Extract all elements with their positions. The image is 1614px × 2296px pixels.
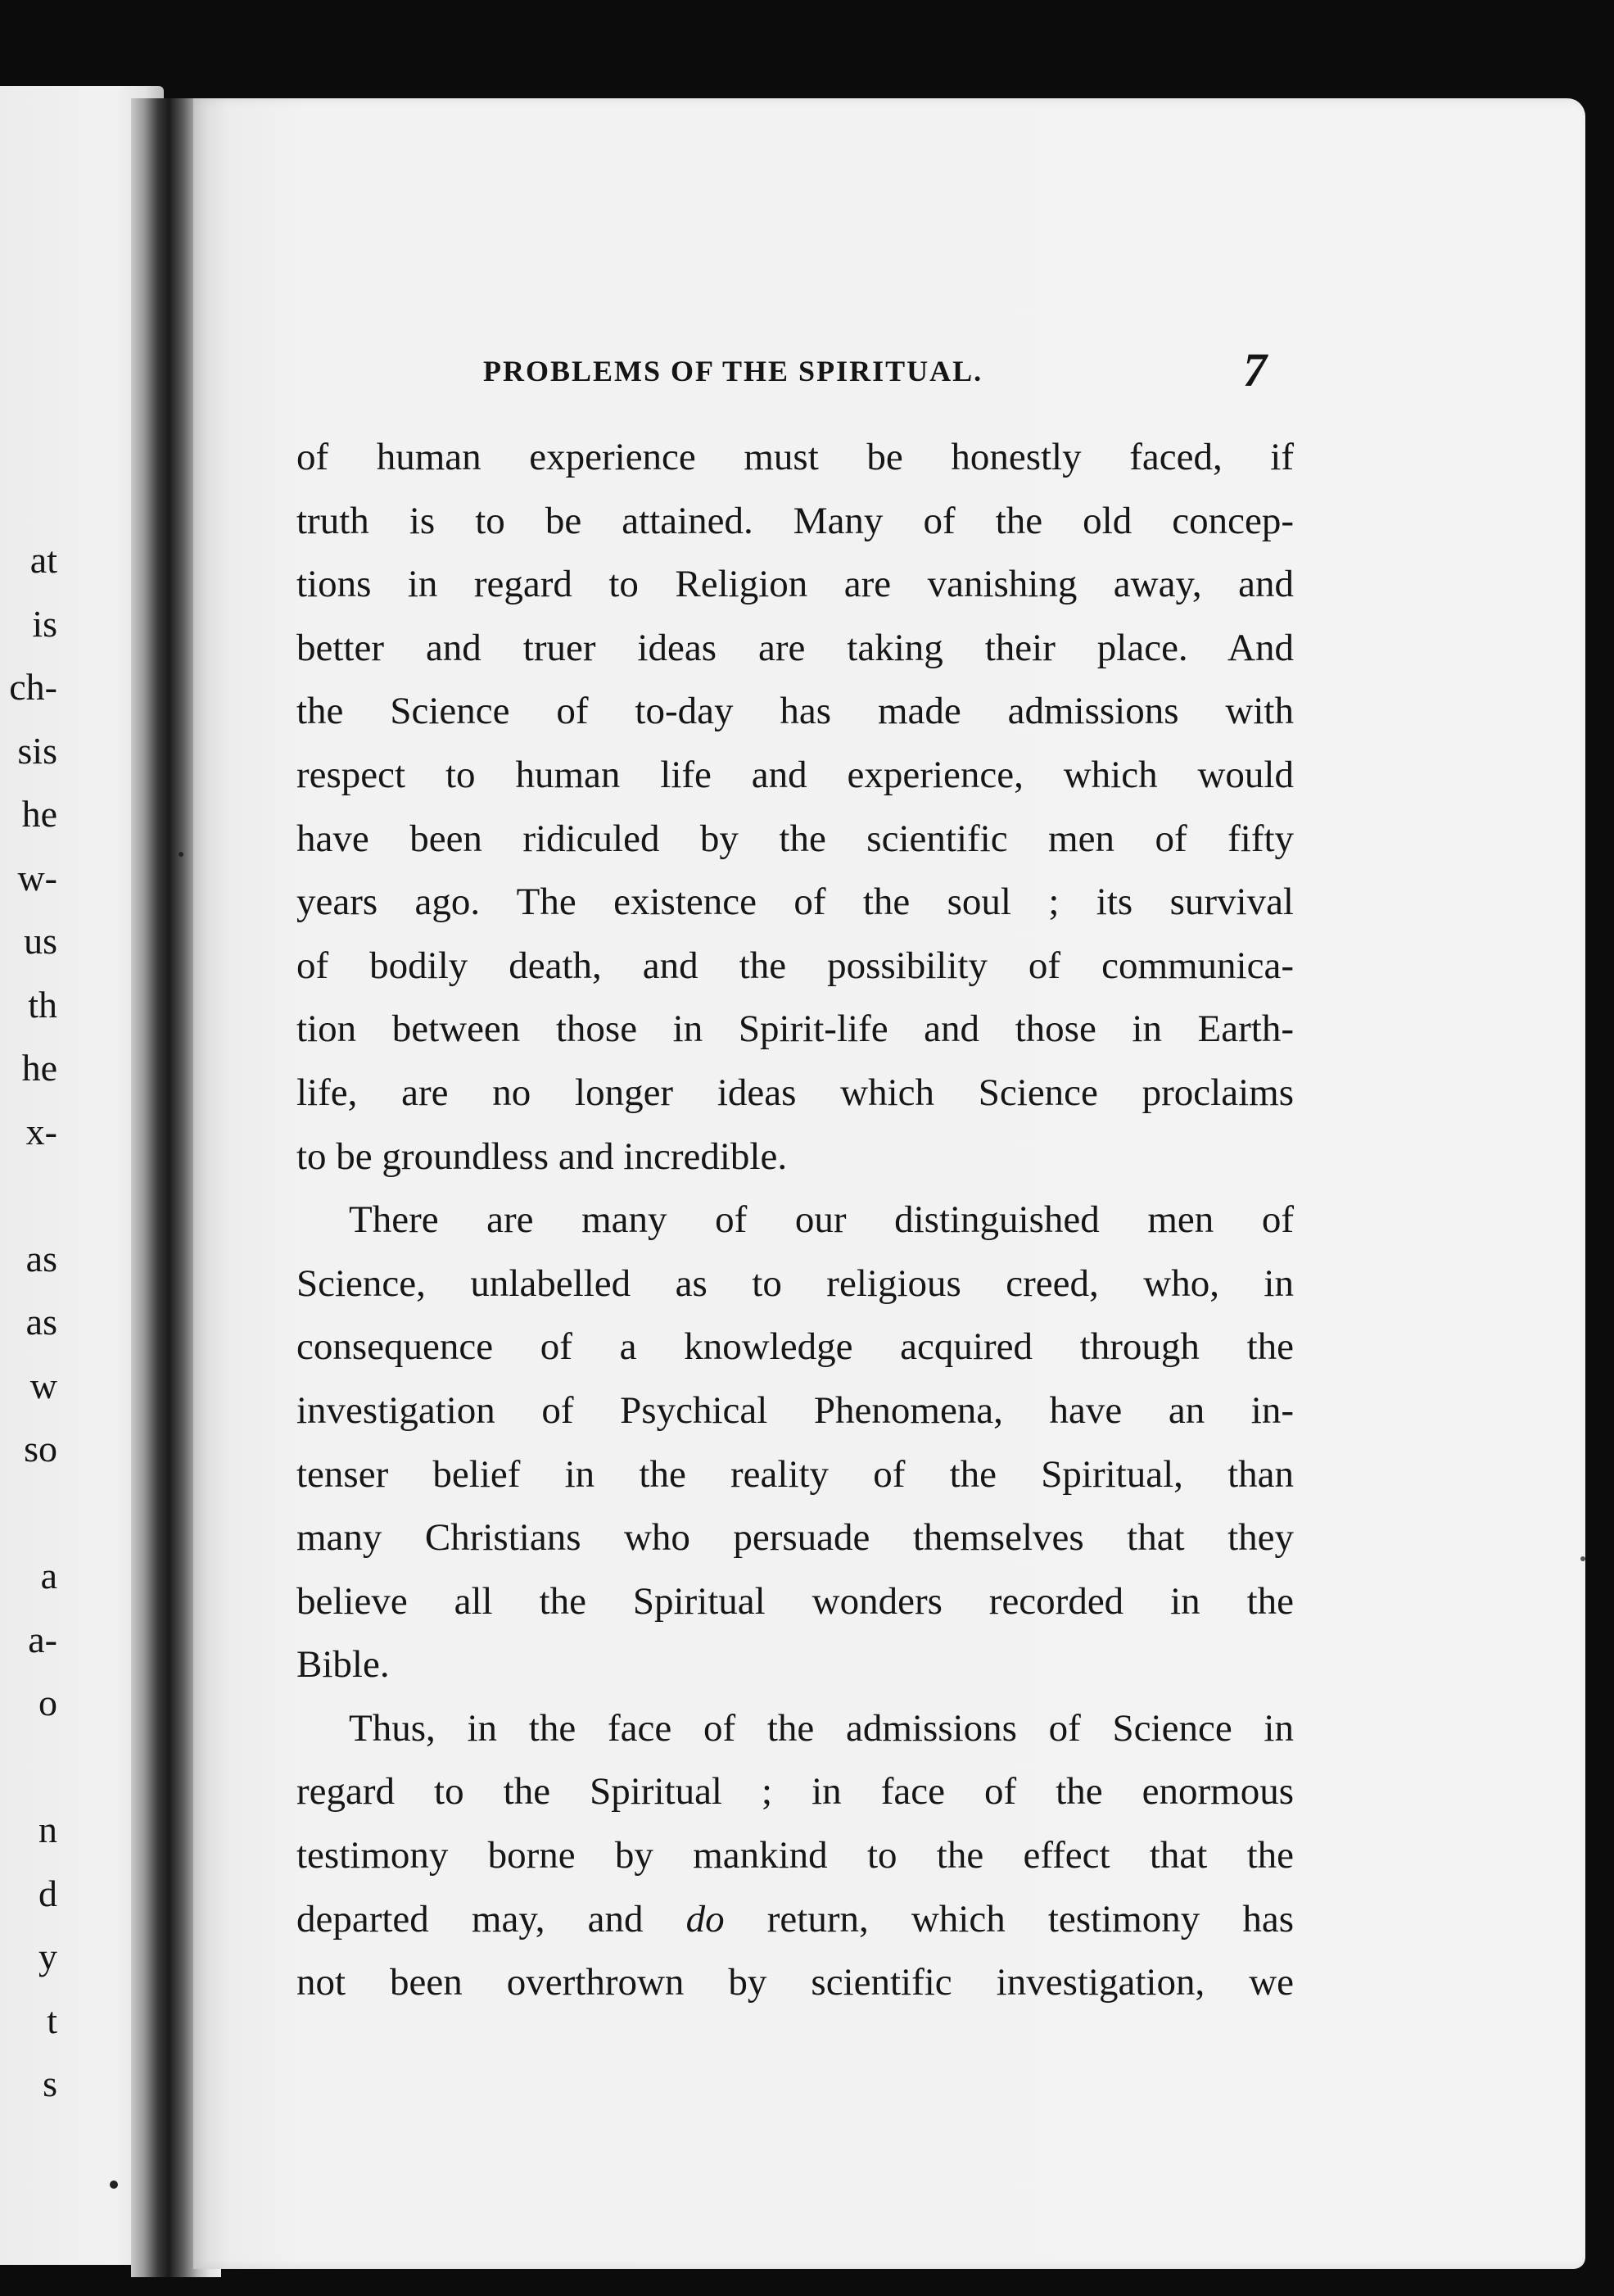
- text-line: truth is to be attained. Many of the old concep-: [296, 499, 1294, 542]
- paragraph-start-line: Thus, in the face of the admissions of Science in: [349, 1706, 1294, 1750]
- text-line: believe all the Spiritual wonders recorded in the: [296, 1579, 1294, 1623]
- paragraph-start-line: There are many of our distinguished men of: [349, 1198, 1294, 1242]
- text-line: consequence of a knowledge acquired through the: [296, 1325, 1294, 1369]
- text-line-with-italic: [296, 1888, 1294, 1952]
- fragment-line: a: [40, 1555, 57, 1596]
- text-run: departed may, and: [296, 1897, 686, 1941]
- text-line: life, are no longer ideas which Science proclaims: [296, 1071, 1294, 1114]
- fragment-line: as: [25, 1237, 57, 1279]
- text-line: investigation of Psychical Phenomena, have an in-: [296, 1388, 1294, 1432]
- running-head: [295, 342, 1277, 400]
- fragment-line: as: [25, 1301, 57, 1343]
- text-line: testimony borne by mankind to the effect that the: [296, 1834, 1294, 1877]
- ink-speck: [110, 2181, 118, 2189]
- text-line: the Science of to-day has made admissions with: [296, 690, 1294, 733]
- running-title: PROBLEMS OF THE SPIRITUAL.: [483, 355, 983, 387]
- fragment-line: x-: [25, 1110, 57, 1153]
- fragment-line: [0, 1735, 57, 1799]
- fragment-line: so: [24, 1428, 57, 1470]
- fragment-line: ch-: [9, 666, 57, 708]
- body-text: [296, 426, 1294, 2015]
- fragment-line: th: [28, 983, 57, 1026]
- text-line: of human experience must be honestly faced, if: [296, 436, 1294, 478]
- fragment-line: [0, 1163, 57, 1227]
- paragraph-end-line: to be groundless and incredible.: [296, 1134, 788, 1178]
- fragment-line: us: [24, 920, 57, 962]
- fragment-line: w: [29, 1364, 57, 1406]
- fragment-line: he: [21, 1047, 57, 1089]
- text-line: better and truer ideas are taking their place. And: [296, 626, 1294, 669]
- fragment-line: d: [38, 1872, 57, 1914]
- fragment-line: s: [43, 2063, 57, 2104]
- fragment-line: is: [32, 602, 57, 645]
- text-line: regard to the Spiritual ; in face of the enormous: [296, 1770, 1294, 1814]
- text-line: have been ridiculed by the scientific men of fifty: [296, 817, 1294, 860]
- italic-word: do: [685, 1897, 725, 1941]
- text-line: of bodily death, and the possibility of communica-: [296, 944, 1294, 987]
- text-line: tenser belief in the reality of the Spiritual, than: [296, 1452, 1294, 1496]
- ink-speck: [179, 852, 183, 857]
- previous-page-text-fragments: [0, 528, 57, 2116]
- text-run: return, which testimony has: [724, 1897, 1294, 1941]
- text-line: tion between those in Spirit-life and those in Earth-: [296, 1008, 1294, 1051]
- text-line: not been overthrown by scientific investigation, we: [296, 1961, 1294, 2004]
- fragment-line: y: [38, 1936, 57, 1977]
- fragment-line: he: [21, 793, 57, 835]
- fragment-line: sis: [17, 729, 57, 772]
- paragraph-end-line: Bible.: [296, 1643, 390, 1687]
- text-line: respect to human life and experience, which would: [296, 753, 1294, 796]
- text-line: years ago. The existence of the soul ; its survival: [296, 881, 1294, 924]
- fragment-line: w-: [17, 856, 57, 899]
- fragment-line: [0, 1481, 57, 1545]
- ink-speck: [1580, 1556, 1585, 1561]
- page-number: 7: [1243, 343, 1267, 396]
- text-line: many Christians who persuade themselves that they: [296, 1516, 1294, 1560]
- fragment-line: a-: [28, 1618, 57, 1660]
- text-line: Science, unlabelled as to religious creed, who, in: [296, 1261, 1294, 1305]
- fragment-line: t: [47, 1999, 57, 2041]
- fragment-line: at: [29, 539, 57, 581]
- text-line: tions in regard to Religion are vanishing away, and: [296, 563, 1294, 606]
- fragment-line: o: [38, 1682, 57, 1723]
- fragment-line: n: [38, 1809, 57, 1850]
